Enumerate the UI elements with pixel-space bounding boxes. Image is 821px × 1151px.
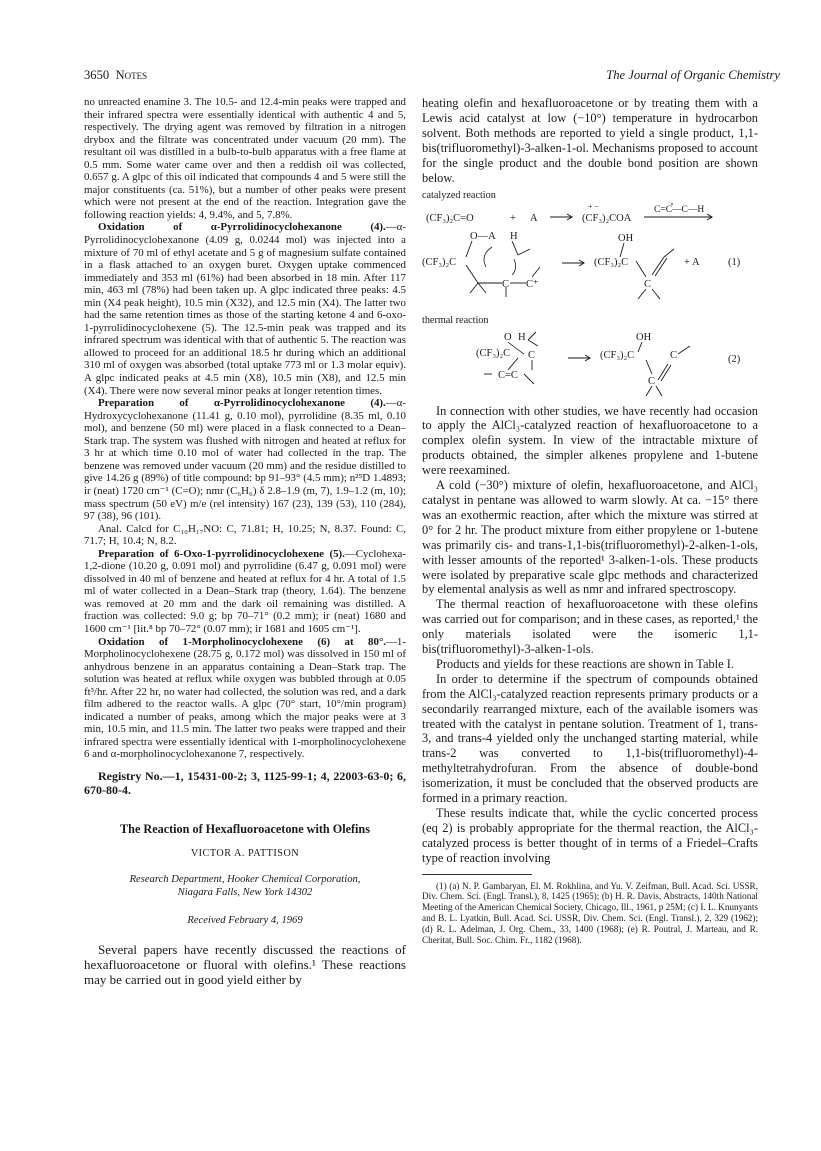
bis-cf3-carbon: (CF₃)₂C: [476, 347, 511, 359]
body-paragraph-complex-olefin: In connection with other studies, we have recently had occasion to apply the AlCl₃-catalyzed reaction of hexafluoroacetone to a complex olefin system. In view of the intractable mixture of products obtained, the simpler alkenes propylene and 1-butene were reexamined.: [422, 403, 758, 478]
registry-numbers: Registry No.—1, 15431-00-2; 3, 1125-99-1; 4, 22003-63-0; 6, 670-80-4.: [84, 768, 406, 797]
section-name: Notes: [115, 68, 148, 82]
paragraph-heading: Preparation of α-Pyrrolidinocyclohexanone (4).: [98, 397, 386, 410]
page-number-and-section: [84, 68, 147, 83]
carbon-atom: C: [648, 375, 656, 387]
hexafluoroacetone-formula: (CF₃)₂C=O: [426, 212, 474, 224]
journal-name: The Journal of Organic Chemistry: [606, 68, 780, 82]
oxygen-aluminum: O—A: [470, 230, 496, 242]
page-header: [84, 68, 780, 86]
alkene-double-bond: C=C: [498, 369, 518, 381]
introduction-paragraph: Several papers have recently discussed the reactions of hexafluoroacetone or fluoral with olefins.¹ These reactions may be carried out in good yield either by: [84, 941, 406, 987]
carbon-atom: C: [670, 349, 678, 361]
thermal-reaction-scheme: [422, 328, 758, 398]
plus-sign: +: [510, 212, 516, 224]
affiliation-line-2: Niagara Falls, New York 14302: [177, 886, 313, 898]
paragraph-body: —α-Pyrrolidinocyclohexanone (4.09 g, 0.0244 mol) was injected into a mixture of 70 ml of ethyl acetate and 5 g of magnesium sulfate contained in a flask attached to an oxygen buret. Oxygen uptake commenced immediately and 353 ml (61%) had been absorbed in 18 min. After 117 min, 463 ml (78%) had been taken up. A glpc indicated three peaks: 4.5 min (X4 peak height), 10.5 min (X32), and 12.5 min (X4). The latter two had the same retention times as those of the starting ketone 4 and 6-oxo-1-pyrrolidinocyclohexene (5). The 12.5-min peak was trapped and its infrared spectrum was identical with that of authentic 5. The reaction was allowed to proceed for an additional 18.5 hr during which an additional 310 ml of oxygen was absorbed (total uptake 773 ml or 1.3 molar equiv). A glpc indicated peaks at 4.5 min (X8), 10.5 min (X8), and 12.5 min (X4). There were now several minor peaks at longer retention times.: [84, 221, 406, 397]
page-number: 3650: [84, 68, 110, 82]
hydrogen: H: [518, 331, 526, 343]
experimental-paragraph-preparation-4: [84, 397, 406, 522]
experimental-paragraph-oxidation-6: [84, 636, 406, 761]
thermal-reaction-label: thermal reaction: [422, 314, 489, 326]
plus-a: + A: [684, 256, 700, 268]
footnote-divider: [422, 874, 532, 875]
carbocation: C⁺: [526, 278, 539, 290]
ion-charges: + −: [588, 202, 600, 211]
body-paragraph-isomer-treatment: In order to determine if the spectrum of compounds obtained from the AlCl₃-catalyzed reaction represents primary products or a secondarily rearranged mixture, each of the available isomers was treated with the catalyst in pentane solution. Treatment of 1, trans-3, and trans-4 yielded only the unchanged starting material, while trans-2 was converted to 1,1-bis(trifluoromethyl)-4-methyltetrahydrofuran. From the absence of double-bond isomerization, it must be concluded that the observed products are formed in a primary reaction.: [422, 671, 758, 806]
oxygen-atom: O: [504, 331, 512, 343]
catalyzed-reaction-label: catalyzed reaction: [422, 190, 496, 202]
experimental-continuation: no unreacted enamine 3. The 10.5- and 12.4-min peaks were trapped and their infrared spectra were essentially identical with authentic 4 and 5, respectively. The drying agent was removed by filtration in a nitrogen drybox and the filtrate was concentrated under vacuum (20 mm). The resultant oil was distilled in a bulb-to-bulb apparatus with a free flame at 0.5 mm. Some water came over and then a reddish oil was collected, 0.657 g. A glpc of this oil indicated that compounds 4 and 5 were still the major constituents (ca. 51%), but a number of other peaks were present which were not present at the end of the reaction. Integration gave the following reaction yields: 4, 9.4%, and 5, 7.8%.: [84, 96, 406, 221]
body-paragraph-conclusion: These results indicate that, while the cyclic concerted process (eq 2) is probably appropriate for the thermal reaction, the AlCl₃-catalyzed process is better thought of in terms of a Friedel–Crafts type of reaction involving: [422, 806, 758, 865]
catalyzed-reaction-scheme: [422, 203, 758, 315]
hydroxyl-group: OH: [636, 331, 652, 343]
complex-formula: (CF₃)₂COA: [582, 212, 632, 224]
hydroxyl-group: OH: [618, 232, 634, 244]
carbon-atom: C: [502, 278, 510, 290]
elemental-analysis: Anal. Calcd for C₁₀H₁₇NO: C, 71.81; H, 10.25; N, 8.37. Found: C, 71.7; H, 10.4; N, 8.2.: [84, 522, 406, 548]
body-paragraph-table-reference: Products and yields for these reactions are shown in Table I.: [436, 656, 734, 671]
catalyst-a: A: [530, 212, 538, 224]
paragraph-body: —α-Hydroxycyclohexanone (11.41 g, 0.10 mol), pyrrolidine (8.35 ml, 0.10 mol), and benzene (50 ml) were placed in a flask connected to a Dean–Stark trap. The system was flushed with nitrogen and heated at reflux for 3 hr at which time 0.10 mol of water had collected in the trap. The benzene was removed under vacuum (20 mm) and the residue distilled to give 14.26 g (89%) of title compound: bp 91–93° (4.5 mm); n²⁵D 1.4893; ir (neat) 1720 cm⁻¹ (C=O); nmr (C₆H₆) δ 2.8–1.9 (m, 7), 1.9–1.2 (m, 10); mass spectrum (50 eV) m/e (rel intensity) 167 (23), 139 (53), 110 (284), 97 (38), 96 (101).: [84, 397, 406, 523]
author-affiliation: [84, 874, 406, 899]
equation-2-label: (2): [728, 353, 741, 365]
footnote-1: (1) (a) N. P. Gambaryan, El. M. Rokhlina, and Yu. V. Zeifman, Bull. Acad. Sci. USSR, Div. Chem. Sci. (Engl. Transl.), 8, 1425 (1965); (b) H. R. Davis, Abstracts, 140th National Meeting of the American Chemical Society, Chicago, Ill., 1961, p 25M; (c) I. L. Knunyants and B. L. Lyatkin, Bull. Acad. Sci. USSR, Div. Chem. Sci. (Engl. Transl.), 2, 329 (1962); (d) R. L. Adelman, J. Org. Chem., 33, 1400 (1968); (e) R. Poutral, J. Marteau, and R. Cheritat, Bull. Soc. Chim. Fr., 1182 (1968).: [422, 880, 758, 945]
left-column: [84, 96, 406, 987]
olefin-over-arrow: C=C—C—H: [654, 204, 705, 215]
article-title: The Reaction of Hexafluoroacetone with Olefins: [120, 821, 370, 836]
experimental-paragraph-preparation-5: [84, 548, 406, 636]
hydrogen: H: [510, 230, 518, 242]
paragraph-heading: Oxidation of α-Pyrrolidinocyclohexanone (4).: [98, 221, 386, 234]
bis-cf3-carbon-product: (CF₃)₂C: [600, 349, 635, 361]
carbon-atom: C: [528, 349, 536, 361]
author-name: VICTOR A. PATTISON: [190, 847, 300, 859]
introduction-continuation: heating olefin and hexafluoroacetone or by treating them with a Lewis acid catalyst at low (−10°) temperature in hydrocarbon solvent. Both methods are reported to yield a single product, 1,1-bis(trifluoromethyl)-3-alken-1-ol. Mechanisms proposed to account for the single product and the double bond position are shown below.: [422, 96, 758, 185]
experimental-paragraph-oxidation-4: [84, 221, 406, 397]
body-paragraph-thermal-reaction: The thermal reaction of hexafluoroacetone with these olefins was carried out for comparison; and in these cases, as reported,¹ the only materials isolated were the isomeric 1,1-bis(trifluoromethyl)-3-alken-1-ols.: [422, 597, 758, 657]
equation-1-label: (1): [728, 256, 741, 268]
right-column: [422, 96, 758, 945]
carbon-atom: C: [644, 278, 652, 290]
body-paragraph-cold-mixture: A cold (−30°) mixture of olefin, hexafluoroacetone, and AlCl₃ catalyst in pentane was allowed to warm slowly. At ca. −15° there was an exothermic reaction, after which the mixture was stirred at 0° for 2 hr. The product mixture from either propylene or 1-butene was primarily cis- and trans-1,1-bis(trifluoromethyl)-2-alken-1-ols, with lesser amounts of the reported¹ 3-alken-1-ols. These products were isolated by preparative scale glpc methods and characterized by elemental analysis as well as nmr and infrared spectroscopy.: [422, 478, 758, 597]
paragraph-body: —Cyclohexa-1,2-dione (10.20 g, 0.091 mol) and pyrrolidine (6.47 g, 0.091 mol) were dissolved in 40 ml of benzene and heated at reflux for 4 hr. A total of 1.5 ml of water collected in a Dean–Stark trap (theory, 1.64). The benzene was removed at 20 mm and the dark oil remaining was distilled. A fraction was collected: 9.0 g; bp 70–71° (0.2 mm); ir (neat) 1680 and 1600 cm⁻¹ [lit.⁸ bp 70–72° (0.07 mm); ir 1681 and 1605 cm⁻¹].: [84, 547, 406, 635]
paragraph-body: —1-Morpholinocyclohexene (28.75 g, 0.172 mol) was dissolved in 150 ml of anhydrous benzene in an apparatus containing a Dean–Stark trap. The solution was heated at reflux while oxygen was bubbled through at 0.05 ft³/hr. After 22 hr, no water had collected, the solution was red, and a dark film adhered to the reactor walls. A glpc (70° start, 10°/min program) indicated a number of peaks, among which the major peaks were at 3 min, 10.5 min, and 11.5 min. The latter two peaks were trapped and their infrared spectra were essentially identical with 1-morpholinocyclohexene 6 and α-morpholinocyclohexanone 7, respectively.: [84, 635, 406, 761]
affiliation-line-1: Research Department, Hooker Chemical Corporation,: [129, 874, 361, 886]
received-date: Received February 4, 1969: [187, 915, 303, 927]
paragraph-heading: Preparation of 6-Oxo-1-pyrrolidinocyclohexene (5).: [98, 547, 345, 560]
bis-cf3-carbon-product: (CF₃)₂C: [594, 256, 629, 268]
paragraph-heading: Oxidation of 1-Morpholinocyclohexene (6) at 80°.: [98, 635, 387, 648]
bis-cf3-carbon: (CF₃)₂C: [422, 256, 457, 268]
